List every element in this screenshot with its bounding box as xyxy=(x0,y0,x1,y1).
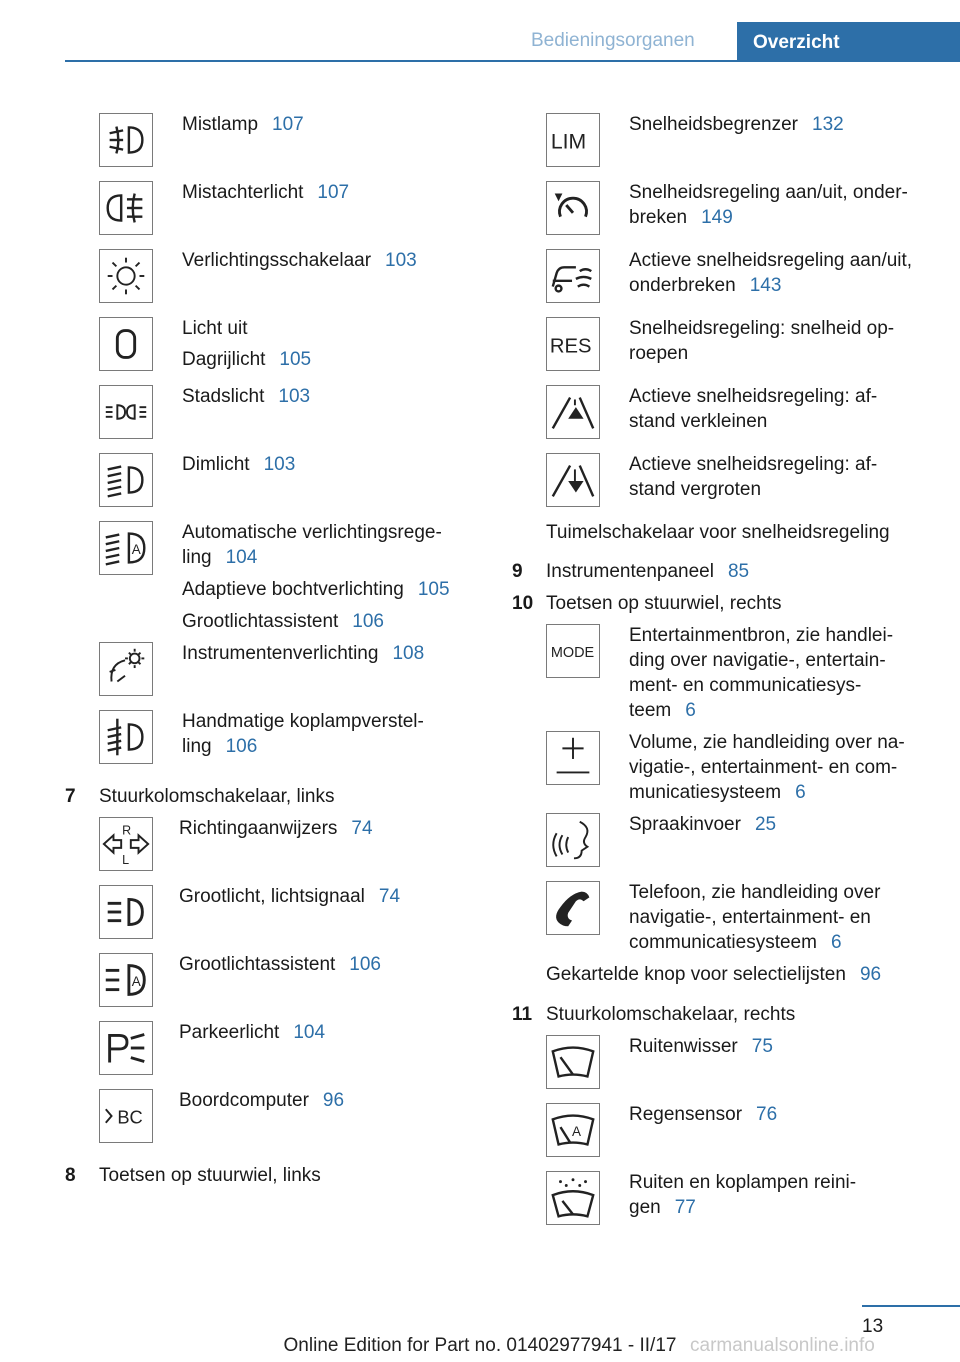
section-number: 8 xyxy=(65,1165,76,1186)
entry-text: navigatie-, entertainment- en xyxy=(629,907,871,928)
volume-icon xyxy=(546,731,600,785)
edition-note: Online Edition for Part no. 01402977941 - II/17 xyxy=(283,1335,677,1356)
entry-text: stand verkleinen xyxy=(629,411,768,432)
entry-text: Licht uit xyxy=(182,318,248,339)
entry-text: onderbreken 143 xyxy=(629,275,782,296)
lights-off-icon xyxy=(99,317,153,371)
svg-text:L: L xyxy=(122,853,130,868)
entry-text: Snelheidsregeling aan/uit, onder- xyxy=(629,182,908,203)
section-title: Toetsen op stuurwiel, links xyxy=(99,1165,321,1186)
entry-text: Entertainmentbron, zie handlei- xyxy=(629,625,894,646)
section-title: Instrumentenpaneel 85 xyxy=(546,561,750,582)
auto-headlight-icon xyxy=(99,521,153,575)
distance-decrease-icon xyxy=(546,385,600,439)
section-number: 9 xyxy=(512,561,523,582)
parking-lights-icon xyxy=(99,385,153,439)
footer-rule xyxy=(862,1305,960,1307)
section-title: Toetsen op stuurwiel, rechts xyxy=(546,593,782,614)
svg-text:A: A xyxy=(131,541,141,557)
entry-text: Instrumentenverlichting 108 xyxy=(182,643,425,664)
entry-text: Actieve snelheidsregeling: af- xyxy=(629,454,878,475)
entry-text: Telefoon, zie handleiding over xyxy=(629,882,881,903)
fog-light-icon xyxy=(99,113,153,167)
entry-text: Grootlichtassistent 106 xyxy=(179,954,381,975)
entry-text: Actieve snelheidsregeling aan/uit, xyxy=(629,250,913,271)
mode-button-icon xyxy=(546,624,600,678)
voice-input-icon xyxy=(546,813,600,867)
high-beam-assist-icon xyxy=(99,953,153,1007)
page-number: 13 xyxy=(862,1316,884,1337)
rear-fog-light-icon xyxy=(99,181,153,235)
light-switch-icon xyxy=(99,249,153,303)
cruise-control-icon xyxy=(546,181,600,235)
active-cruise-icon xyxy=(546,249,600,303)
entry-text: teem 6 xyxy=(629,700,696,721)
turn-signal-icon xyxy=(99,817,153,871)
entry-text: Boordcomputer 96 xyxy=(179,1090,345,1111)
entry-text: Handmatige koplampverstel- xyxy=(182,711,424,732)
entry-text: Verlichtingsschakelaar 103 xyxy=(182,250,417,271)
section-title: Stuurkolomschakelaar, rechts xyxy=(546,1004,796,1025)
high-beam-icon xyxy=(99,885,153,939)
entry-text: Stadslicht 103 xyxy=(182,386,311,407)
rocker-switch-text: Tuimelschakelaar voor snelheidsregeling xyxy=(546,522,890,543)
rain-sensor-icon xyxy=(546,1103,600,1157)
washer-icon xyxy=(546,1171,600,1225)
section-title: Stuurkolomschakelaar, links xyxy=(99,786,335,807)
entry-text: Spraakinvoer 25 xyxy=(629,814,777,835)
section-title: Bedieningsorganen xyxy=(531,30,695,51)
svg-text:A: A xyxy=(572,1123,582,1139)
entry-text: Grootlicht, lichtsignaal 74 xyxy=(179,886,401,907)
entry-text: Mistachterlicht 107 xyxy=(182,182,350,203)
entry-text: ling 106 xyxy=(182,736,258,757)
header-rule xyxy=(65,60,960,62)
resume-icon xyxy=(546,317,600,371)
section-number: 11 xyxy=(512,1004,533,1025)
speed-limiter-icon xyxy=(546,113,600,167)
entry-text: Regensensor 76 xyxy=(629,1104,778,1125)
svg-text:MODE: MODE xyxy=(550,644,595,661)
svg-text:A: A xyxy=(131,973,141,989)
entry-text: Dagrijlicht 105 xyxy=(182,349,312,370)
selection-knob-text: Gekartelde knop voor selectielijsten 96 xyxy=(546,964,882,985)
entry-text: Richtingaanwijzers 74 xyxy=(179,818,373,839)
instrument-lighting-icon xyxy=(99,642,153,696)
entry-text: communicatiesysteem 6 xyxy=(629,932,842,953)
entry-text: Parkeerlicht 104 xyxy=(179,1022,326,1043)
entry-text: Dimlicht 103 xyxy=(182,454,296,475)
entry-text: ding over navigatie-, entertain- xyxy=(629,650,886,671)
entry-text: vigatie-, entertainment- en com- xyxy=(629,757,898,778)
board-computer-icon xyxy=(99,1089,153,1143)
entry-text: municatiesysteem 6 xyxy=(629,782,806,803)
distance-increase-icon xyxy=(546,453,600,507)
svg-text:BC: BC xyxy=(117,1106,143,1128)
watermark: carmanualsonline.info xyxy=(690,1335,875,1356)
entry-text: Mistlamp 107 xyxy=(182,114,304,135)
entry-text: Actieve snelheidsregeling: af- xyxy=(629,386,878,407)
entry-text: breken 149 xyxy=(629,207,733,228)
entry-text: Adaptieve bochtverlichting 105 xyxy=(182,579,450,600)
svg-text:LIM: LIM xyxy=(550,130,587,154)
entry-text: Snelheidsbegrenzer 132 xyxy=(629,114,844,135)
chapter-tab: Overzicht xyxy=(737,22,960,62)
entry-text: Ruitenwisser 75 xyxy=(629,1036,773,1057)
entry-text: gen 77 xyxy=(629,1197,696,1218)
entry-text: stand vergroten xyxy=(629,479,762,500)
entry-text: ment- en communicatiesys- xyxy=(629,675,862,696)
headlight-range-icon xyxy=(99,710,153,764)
entry-text: roepen xyxy=(629,343,689,364)
entry-text: Grootlichtassistent 106 xyxy=(182,611,384,632)
svg-text:R: R xyxy=(122,823,132,838)
low-beam-icon xyxy=(99,453,153,507)
entry-text: ling 104 xyxy=(182,547,258,568)
entry-text: Automatische verlichtingsrege- xyxy=(182,522,442,543)
entry-text: Snelheidsregeling: snelheid op- xyxy=(629,318,895,339)
section-number: 10 xyxy=(512,593,534,614)
entry-text: Ruiten en koplampen reini- xyxy=(629,1172,857,1193)
section-number: 7 xyxy=(65,786,76,807)
phone-icon xyxy=(546,881,600,935)
parking-light-icon xyxy=(99,1021,153,1075)
wiper-icon xyxy=(546,1035,600,1089)
svg-text:RES: RES xyxy=(549,335,592,358)
entry-text: Volume, zie handleiding over na- xyxy=(629,732,905,753)
